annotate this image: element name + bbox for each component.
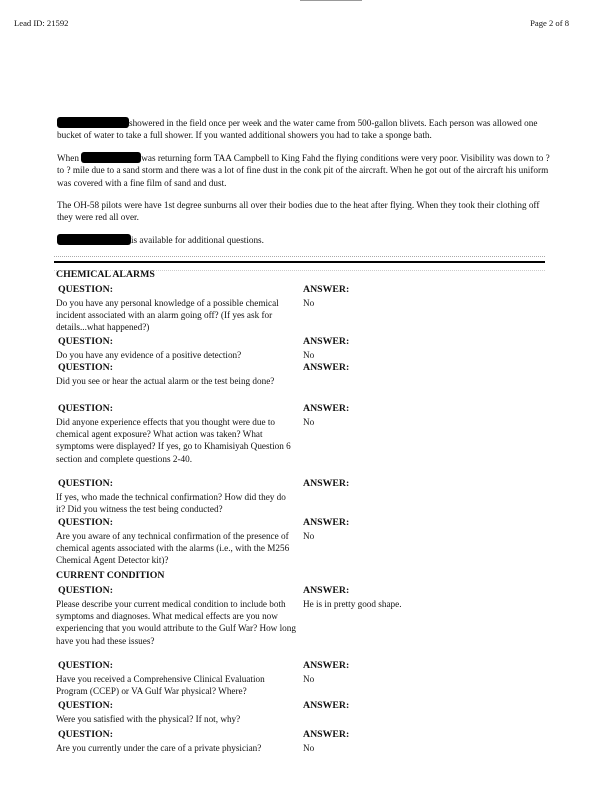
answer-text: No [303, 298, 315, 308]
paragraph-text: is available for additional questions. [131, 235, 264, 245]
answer-text: No [303, 350, 315, 360]
paragraph-text: The OH-58 pilots were have 1st degree sunburns all over their bodies due to the heat after flying. When they took their clothing off they were red all over. [57, 200, 540, 223]
answer-label: ANSWER: [303, 284, 350, 295]
answer-label: ANSWER: [303, 362, 350, 373]
question-label: QUESTION: [58, 729, 113, 740]
question-text: Are you currently under the care of a private physician? [56, 743, 262, 753]
answer-text: No [303, 743, 315, 753]
answer-label: ANSWER: [303, 729, 350, 740]
paragraph-sunburn [57, 199, 552, 224]
paragraph-text: showered in the field once per week and the water came from 500-gallon blivets. Each person was allowed one bucket of water to take a full shower. If you wanted additional showers you had to take a sponge bath. [57, 118, 538, 141]
question-label: QUESTION: [58, 585, 113, 596]
divider-dotted [54, 256, 545, 257]
answer-label: ANSWER: [303, 517, 350, 528]
question-text: Are you aware of any technical confirmation of the presence of chemical agents associated with the alarms (i.e., with the M256 Chemical Agent Detector kit)? [56, 531, 290, 566]
question-text: Please describe your current medical condition to include both symptoms and diagnoses. What medical effects are you now experiencing that you would attribute to the Gulf War? How long have you had these issues? [56, 599, 296, 646]
section-title-current-condition: CURRENT CONDITION [56, 570, 165, 581]
paragraph-text: was returning form TAA Campbell to King Fahd the flying conditions were very poor. Visibility was down to ? to ? mile due to a sand storm and there was a lot of fine dust in the conk pit of the aircraft. When he got out of the aircraft his uniform was covered with a fine film of sand and dust. [57, 153, 550, 188]
section-title-chemical-alarms: CHEMICAL ALARMS [56, 269, 155, 280]
answer-label: ANSWER: [303, 585, 350, 596]
question-text: Did anyone experience effects that you thought were due to chemical agent exposure? What action was taken? What symptoms were displayed? If yes, go to Khamisiyah Question 6 section and complete questions 2-40. [56, 417, 291, 464]
redaction-bar [57, 117, 129, 128]
question-text: Do you have any evidence of a positive detection? [56, 350, 242, 360]
answer-text: He is in pretty good shape. [303, 599, 402, 609]
question-label: QUESTION: [58, 284, 113, 295]
answer-label: ANSWER: [303, 478, 350, 489]
paragraph-availability [57, 234, 552, 246]
paragraph-showers [57, 117, 552, 142]
answer-label: ANSWER: [303, 660, 350, 671]
question-text: Did you see or hear the actual alarm or the test being done? [56, 376, 275, 386]
answer-text: No [303, 417, 315, 427]
redaction-bar [57, 234, 131, 245]
question-label: QUESTION: [58, 362, 113, 373]
question-text: Were you satisfied with the physical? If not, why? [56, 714, 241, 724]
paragraph-flight [57, 152, 552, 189]
answer-label: ANSWER: [303, 700, 350, 711]
question-text: Have you received a Comprehensive Clinical Evaluation Program (CCEP) or VA Gulf War physical? Where? [56, 674, 265, 697]
answer-text: No [303, 531, 315, 541]
question-label: QUESTION: [58, 336, 113, 347]
scan-mark [300, 0, 362, 1]
question-text: Do you have any personal knowledge of a possible chemical incident associated with an alarm going off? (If yes ask for details...what happened?) [56, 298, 279, 333]
answer-text: No [303, 674, 315, 684]
lead-id: Lead ID: 21592 [14, 18, 69, 28]
question-text: If yes, who made the technical confirmation? How did they do it? Did you witness the test being conducted? [56, 492, 286, 515]
divider-rule [54, 261, 545, 263]
question-label: QUESTION: [58, 403, 113, 414]
page-number: Page 2 of 8 [530, 18, 569, 28]
question-label: QUESTION: [58, 517, 113, 528]
answer-label: ANSWER: [303, 336, 350, 347]
paragraph-prefix: When [57, 153, 79, 163]
answer-label: ANSWER: [303, 403, 350, 414]
question-label: QUESTION: [58, 700, 113, 711]
question-label: QUESTION: [58, 478, 113, 489]
question-label: QUESTION: [58, 660, 113, 671]
redaction-bar [81, 152, 141, 163]
